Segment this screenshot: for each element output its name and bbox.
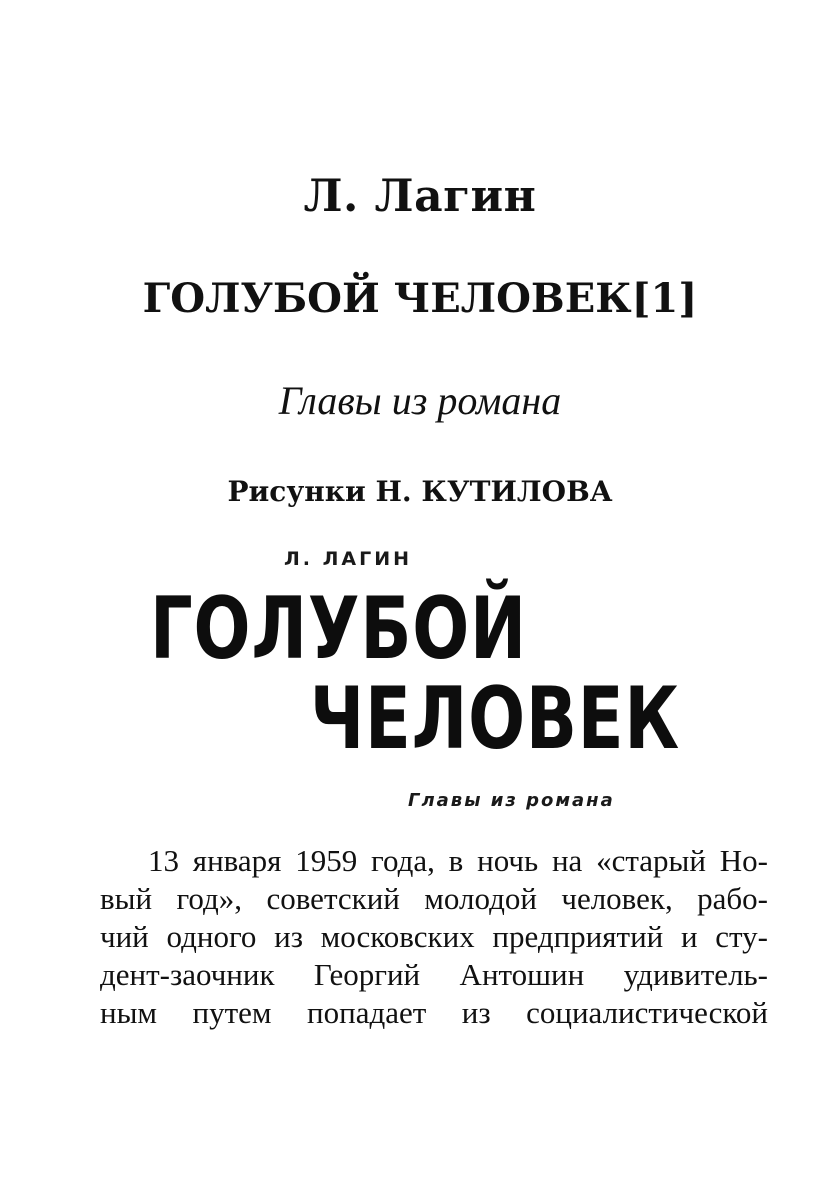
body-line: чий одного из московских предприятий и сту- [100, 919, 768, 954]
body-line: дент-заочник Георгий Антошин удивитель- [100, 957, 768, 992]
body-line: ным путем попадает из социалистической [100, 995, 768, 1030]
scanned-subtitle: Главы из романа [408, 790, 615, 811]
scanned-title-illustration [150, 548, 720, 828]
book-title[interactable]: ГОЛУБОЙ ЧЕЛОВЕК[1] [142, 275, 698, 322]
scanned-title-line-1: ГОЛУБОЙ [150, 579, 527, 679]
body-line: вый год», советский молодой человек, рабо- [100, 881, 768, 916]
scanned-author: Л. ЛАГИН [284, 548, 413, 570]
illustrator-credit: Рисунки Н. КУТИЛОВА [227, 475, 613, 508]
author-name: Л. Лагин [303, 171, 537, 222]
body-paragraph [100, 842, 768, 1032]
scanned-title-line-2: ЧЕЛОВЕК [310, 669, 681, 769]
body-line: 13 января 1959 года, в ночь на «старый Но- [148, 843, 768, 878]
book-subtitle: Главы из романа [278, 378, 562, 423]
